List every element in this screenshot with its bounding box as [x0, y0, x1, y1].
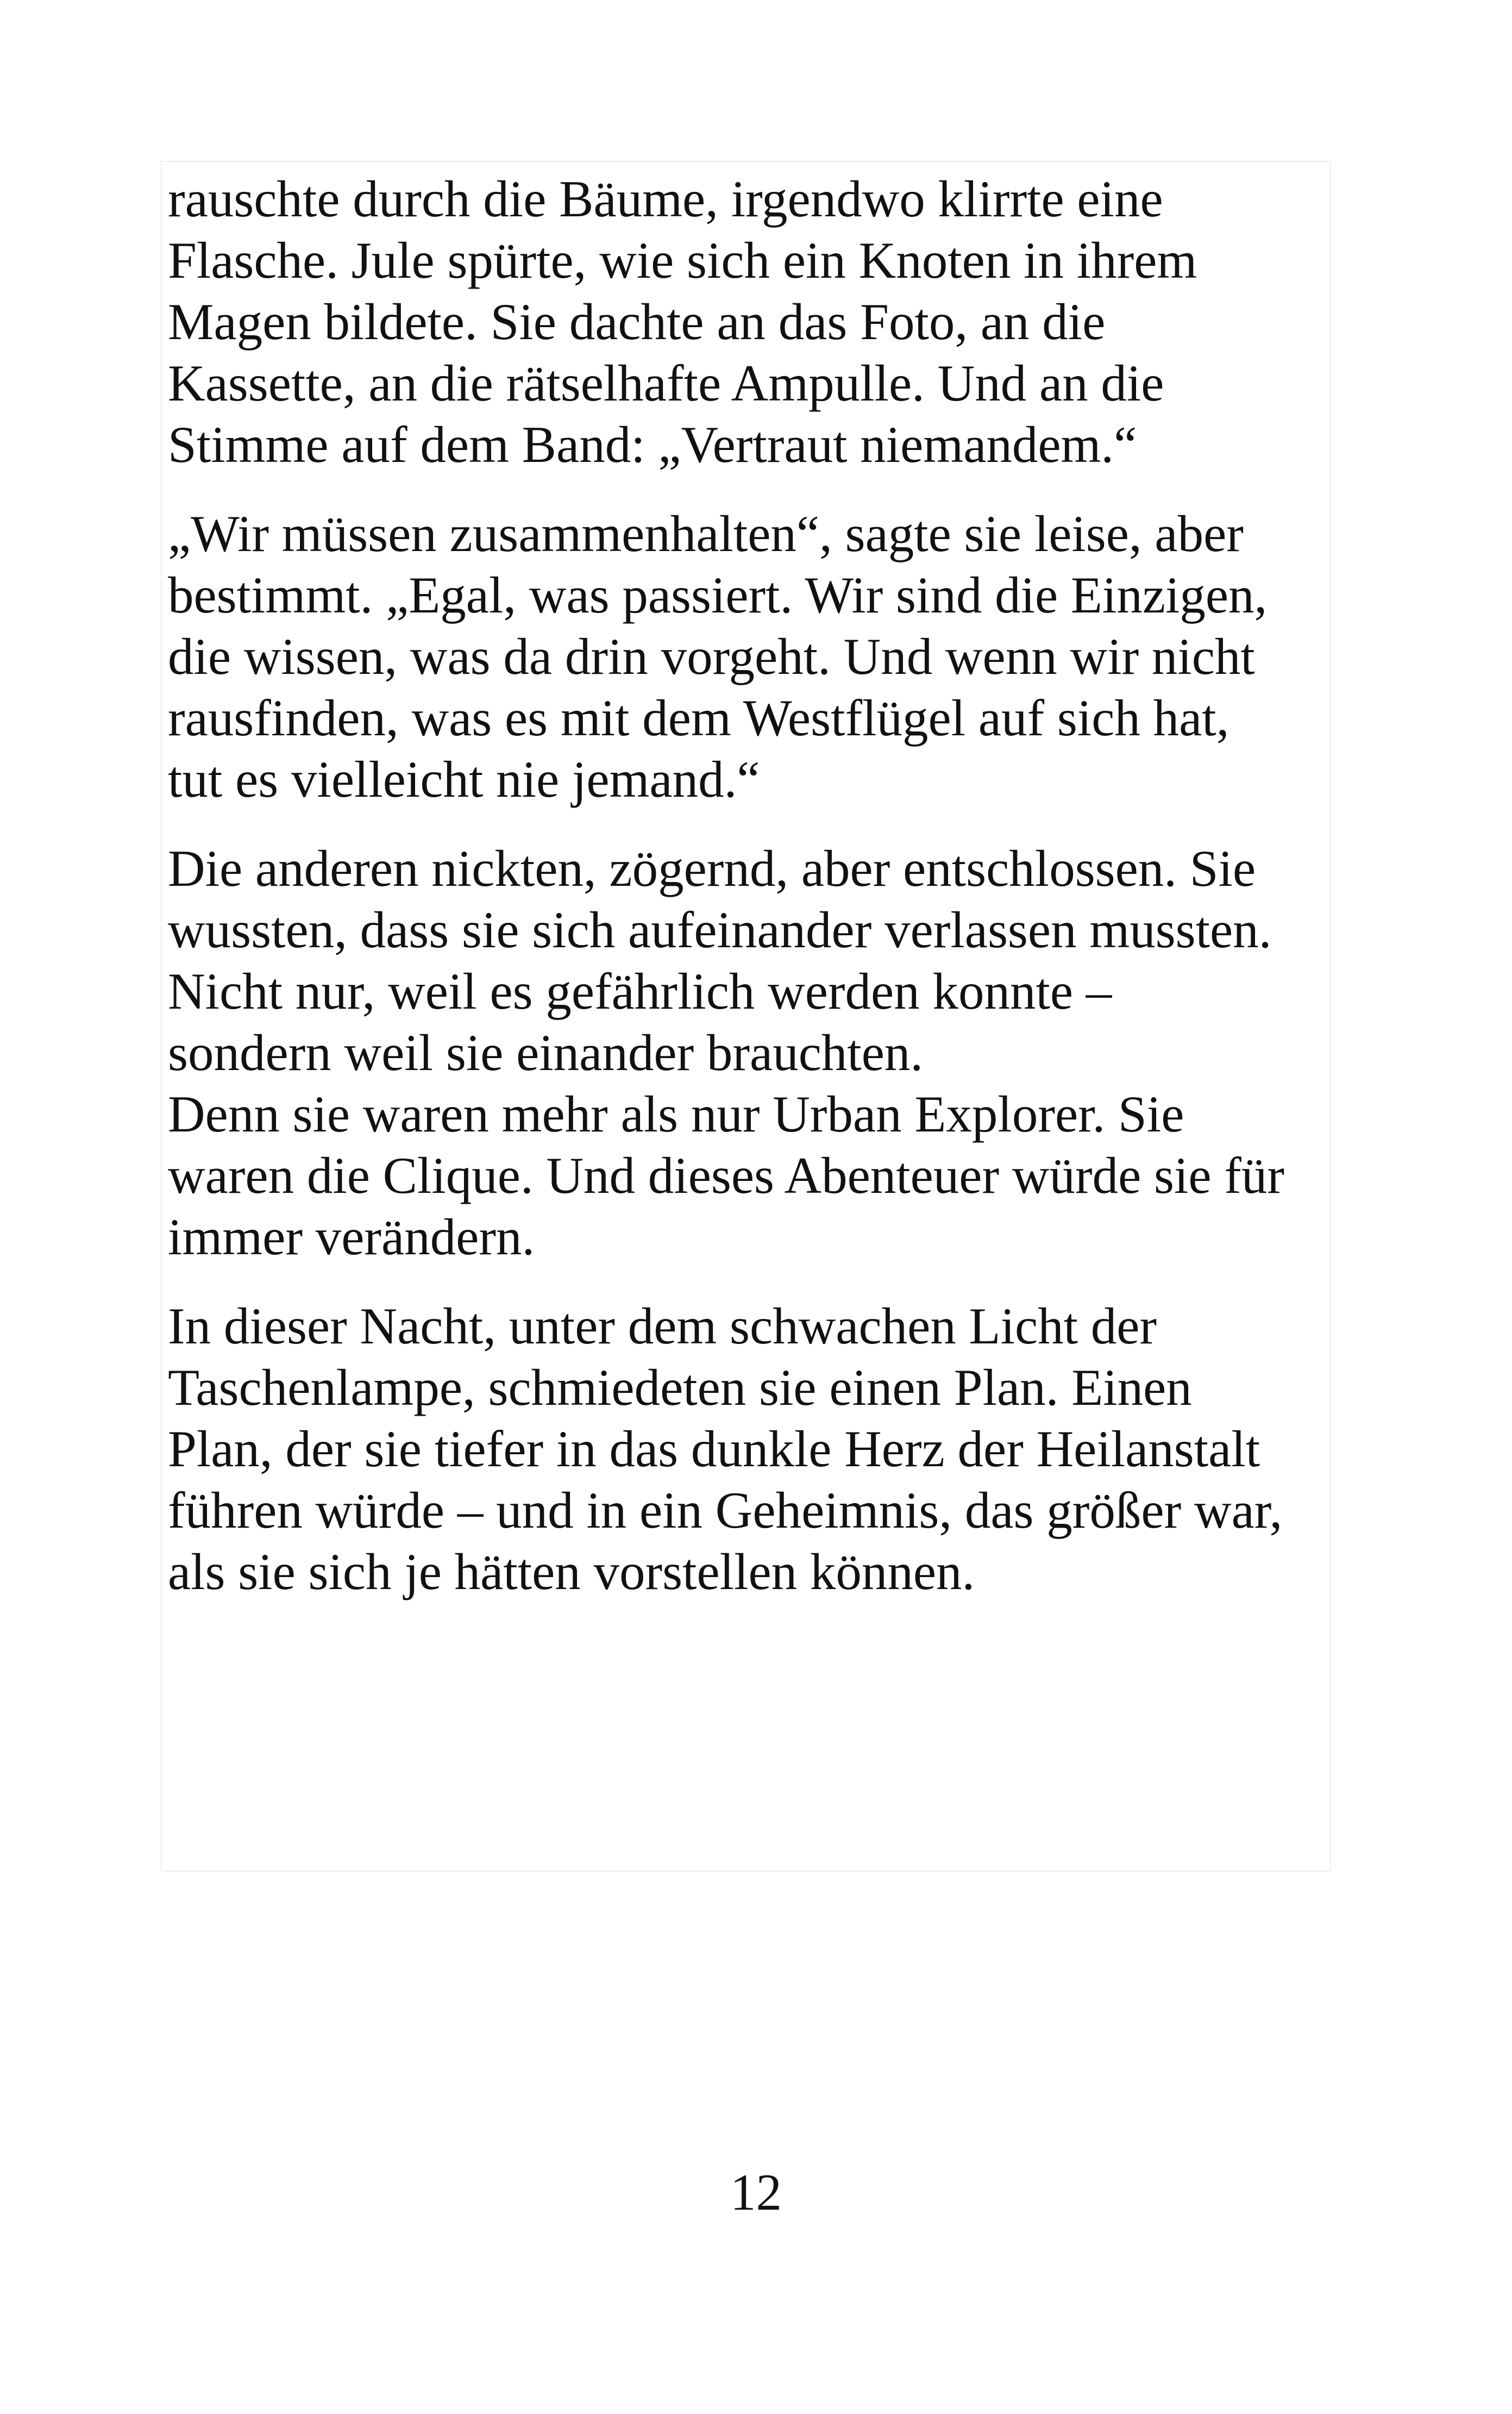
text-line: Plan, der sie tiefer in das dunkle Herz der Heilanstalt: [168, 1420, 1260, 1478]
paragraph: [168, 838, 1341, 1268]
page-number: 12: [730, 2163, 782, 2221]
text-line: waren die Clique. Und dieses Abenteuer würde sie für: [168, 1147, 1285, 1204]
body-text: [168, 168, 1341, 1603]
text-line: rauschte durch die Bäume, irgendwo klirrte eine: [168, 170, 1163, 228]
text-line: wussten, dass sie sich aufeinander verlassen mussten.: [168, 901, 1272, 959]
paragraph: [168, 168, 1341, 476]
text-line: Stimme auf dem Band: „Vertraut niemandem.“: [168, 416, 1137, 473]
text-line: als sie sich je hätten vorstellen können.: [168, 1543, 975, 1600]
text-line: In dieser Nacht, unter dem schwachen Licht der: [168, 1297, 1157, 1355]
text-line: Denn sie waren mehr als nur Urban Explorer. Sie: [168, 1085, 1184, 1143]
text-line: Nicht nur, weil es gefährlich werden konnte –: [168, 962, 1112, 1020]
text-line: rausfinden, was es mit dem Westflügel auf sich hat,: [168, 689, 1229, 747]
paragraph: [168, 503, 1341, 810]
text-line: Taschenlampe, schmiedeten sie einen Plan. Einen: [168, 1359, 1192, 1416]
text-line: immer verändern.: [168, 1208, 535, 1266]
text-line: Magen bildete. Sie dachte an das Foto, an die: [168, 293, 1106, 351]
text-line: sondern weil sie einander brauchten.: [168, 1024, 924, 1081]
text-line: tut es vielleicht nie jemand.“: [168, 751, 760, 808]
text-line: bestimmt. „Egal, was passiert. Wir sind die Einzigen,: [168, 566, 1268, 624]
text-line: Kassette, an die rätselhafte Ampulle. Und an die: [168, 354, 1164, 412]
text-line: Flasche. Jule spürte, wie sich ein Knoten in ihrem: [168, 232, 1197, 289]
paragraph: [168, 1296, 1341, 1603]
text-line: Die anderen nickten, zögernd, aber entschlossen. Sie: [168, 840, 1256, 897]
text-line: „Wir müssen zusammenhalten“, sagte sie leise, aber: [168, 505, 1244, 562]
text-line: die wissen, was da drin vorgeht. Und wenn wir nicht: [168, 628, 1255, 685]
text-line: führen würde – und in ein Geheimnis, das größer war,: [168, 1481, 1283, 1539]
